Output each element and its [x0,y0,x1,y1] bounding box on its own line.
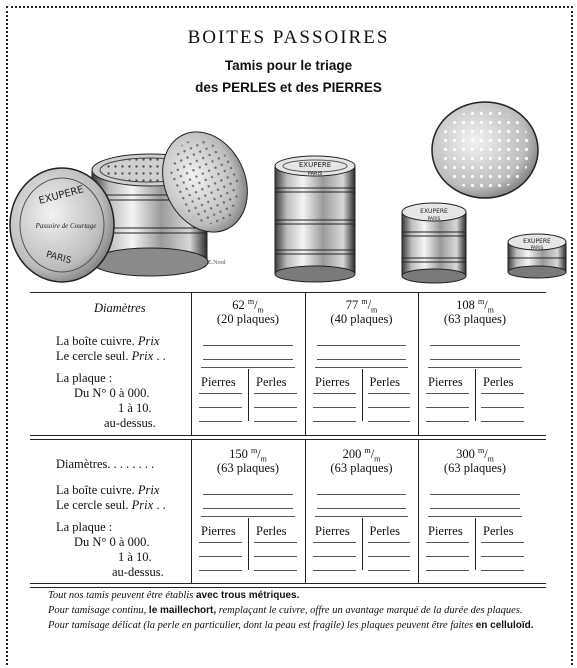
price-blank-boite [203,345,293,346]
label-boite-text: La boîte cuivre. [56,483,135,497]
label-boite-text: La boîte cuivre. [56,334,135,348]
unit-top: m [477,297,485,306]
label-diametres-bottom: Diamètres. . . . . . . . [56,457,155,471]
label-plaque-bottom: La plaque : [56,520,113,534]
plaque-price-blank-right [368,421,411,422]
tall-box-label-bottom: PARIS [307,171,323,177]
plaques-count: (20 plaques) [216,312,280,326]
note-1-bold: avec trous métriques. [195,590,300,601]
plaque-price-blank-left [199,421,242,422]
plaque-price-blank-left [199,407,242,408]
brace-rule [201,367,295,368]
plaque-price-blank-left [199,393,242,394]
perles-label: Perles [369,524,401,538]
plaque-price-blank-right [368,542,411,543]
smallest-box-label-top: EXUPERE [523,238,551,245]
note-2-bold: le maillechort, [148,605,217,616]
plaque-price-blank-left [426,421,469,422]
pierres-label: Pierres [315,375,350,389]
note-3 [34,618,542,633]
diameter-value: 200 [342,447,362,462]
label-plaque-top: La plaque : [56,371,113,385]
small-box-label-top: EXUPERE [420,208,448,215]
diameter-value: 62 [232,298,245,313]
tall-box [275,156,355,282]
plaque-price-blank-left [313,542,356,543]
plaque-price-blank-right [368,570,411,571]
price-blank-boite [430,494,520,495]
brace-rule [315,516,408,517]
plaque-price-blank-right [254,556,297,557]
large-box-lid [10,168,114,282]
plaque-price-blank-left [199,570,242,571]
footnotes [34,588,542,633]
pierres-label: Pierres [315,524,350,538]
plaque-price-blank-left [426,407,469,408]
perles-label: Perles [483,375,514,389]
label-au-dessus-top: au-dessus. [104,416,156,430]
diameter-value: 108 [456,298,475,313]
pierres-perles-divider [362,518,363,570]
plaque-price-blank-right [254,393,297,394]
price-blank-cercle [430,508,520,509]
unit-bottom: m [371,305,378,315]
plaque-price-blank-right [481,393,524,394]
plaque-price-blank-right [481,542,524,543]
price-blank-boite [203,494,293,495]
page-title: BOITES PASSOIRES [187,27,390,48]
plaque-price-blank-right [481,407,524,408]
label-au-dessus-bottom: au-dessus. [112,565,164,579]
price-blank-boite [317,345,406,346]
plaque-price-blank-right [368,393,411,394]
table-middle-rule [30,435,546,440]
plaque-price-blank-right [368,556,411,557]
plaque-price-blank-left [313,393,356,394]
unit-bottom: m [257,305,264,315]
plaques-count: (63 plaques) [216,461,280,475]
price-blank-boite [430,345,520,346]
smallest-box-label-bottom: PARIS [530,246,544,251]
plaque-price-blank-left [313,570,356,571]
pierres-perles-divider [475,369,476,421]
plaque-price-blank-right [254,570,297,571]
perles-label: Perles [256,375,287,389]
label-cercle-top: Le cercle seul. Prix . . [56,349,166,363]
engraver-signature: E.Nord [208,260,226,266]
note-1 [34,588,542,603]
unit-top: m [250,446,258,455]
label-du-no-top: Du N° 0 à 000. [74,386,150,400]
label-boite-bottom [56,483,159,498]
diameter-cell: 62 $^m/_m$ [232,297,264,315]
plaque-price-blank-left [199,542,242,543]
unit-bottom: m [487,454,494,464]
plaque-price-blank-left [426,570,469,571]
label-cercle-bottom: Le cercle seul. Prix . . [56,498,166,512]
diameter-value: 300 [456,447,475,462]
label-prix: Prix [131,498,154,512]
plaque-price-blank-right [368,407,411,408]
diameter-cell: 300 $^m/_m$ [456,446,494,464]
price-blank-cercle [430,359,520,360]
label-prix: Prix [131,349,154,363]
price-blank-cercle [203,508,293,509]
smallest-box [508,234,566,278]
note-3-text: Pour tamisage délicat (la perle en particulier, dont la peau est fragile) les plaques peuvent être faites [48,620,476,631]
plaques-count: (40 plaques) [330,312,393,326]
diameter-cell: 150 $^m/_m$ [229,446,267,464]
label-prix: Prix [137,334,160,348]
label-range-top: 1 à 10. [118,401,152,415]
lid-text-top: EXUPERE [37,184,86,207]
pierres-perles-divider [475,518,476,570]
note-2-text-c: remplaçant le cuivre, offre un avantage marqué de la durée des plaques. [216,605,523,616]
plaque-price-blank-left [313,556,356,557]
lid-text-bottom: PARIS [44,249,73,267]
perles-label: Perles [256,524,287,538]
brace-rule [201,516,295,517]
diameter-value: 150 [229,447,248,462]
lid-text-center: Passoire de Courtage [35,222,97,230]
unit-top: m [247,297,255,306]
label-diametres-top: Diamètres [94,301,146,315]
sieve-disc [432,102,538,198]
label-range-bottom: 1 à 10. [118,550,152,564]
unit-top: m [361,297,368,306]
pierres-label: Pierres [428,524,463,538]
price-blank-boite [317,494,406,495]
table-top-rule [30,292,546,293]
product-illustration [0,100,577,290]
perles-label: Perles [483,524,514,538]
pierres-label: Pierres [201,524,236,538]
note-2-text-a: Pour tamisage continu, [48,605,149,616]
label-cercle-text: Le cercle seul. [56,498,129,512]
plaque-price-blank-right [254,407,297,408]
diameter-cell: 108 $^m/_m$ [456,297,494,315]
price-blank-cercle [317,508,406,509]
pierres-perles-divider [248,518,249,570]
diameter-value: 77 [345,298,359,313]
note-1-text: Tout nos tamis peuvent être établis [48,590,196,601]
plaque-price-blank-right [481,570,524,571]
plaque-price-blank-right [481,421,524,422]
subtitle-line-1: Tamis pour le triage [224,58,353,73]
label-cercle-text: Le cercle seul. [56,349,129,363]
unit-top: m [477,446,485,455]
label-boite-top [56,334,159,349]
plaque-price-blank-left [426,556,469,557]
unit-bottom: m [374,454,381,464]
brace-rule [428,367,522,368]
note-2 [34,603,542,618]
unit-bottom: m [260,454,267,464]
price-blank-cercle [317,359,406,360]
unit-top: m [364,446,371,455]
plaque-price-blank-left [426,542,469,543]
plaque-price-blank-left [313,421,356,422]
plaques-count: (63 plaques) [330,461,393,475]
subtitle-line-2: des PERLES et des PIERRES [195,80,382,95]
plaque-price-blank-left [313,407,356,408]
plaque-price-blank-right [481,556,524,557]
pierres-perles-divider [248,369,249,421]
unit-bottom: m [487,305,494,315]
tall-box-label-top: EXUPERE [298,161,332,169]
plaque-price-blank-right [254,421,297,422]
label-prix: Prix [137,483,160,497]
perles-label: Perles [369,375,401,389]
price-blank-cercle [203,359,293,360]
brace-rule [428,516,522,517]
diameter-cell: 200 $^m/_m$ [342,446,381,464]
small-box-label-bottom: PARIS [427,217,441,222]
plaques-count: (63 plaques) [443,312,507,326]
pierres-label: Pierres [201,375,236,389]
pierres-perles-divider [362,369,363,421]
plaques-count: (63 plaques) [443,461,507,475]
note-3-bold: en celluloïd. [475,620,534,631]
diameter-cell: 77 $^m/_m$ [345,297,378,315]
brace-rule [315,367,408,368]
label-du-no-bottom: Du N° 0 à 000. [74,535,150,549]
pierres-label: Pierres [428,375,463,389]
plaque-price-blank-right [254,542,297,543]
small-box [402,203,466,283]
plaque-price-blank-left [199,556,242,557]
plaque-price-blank-left [426,393,469,394]
